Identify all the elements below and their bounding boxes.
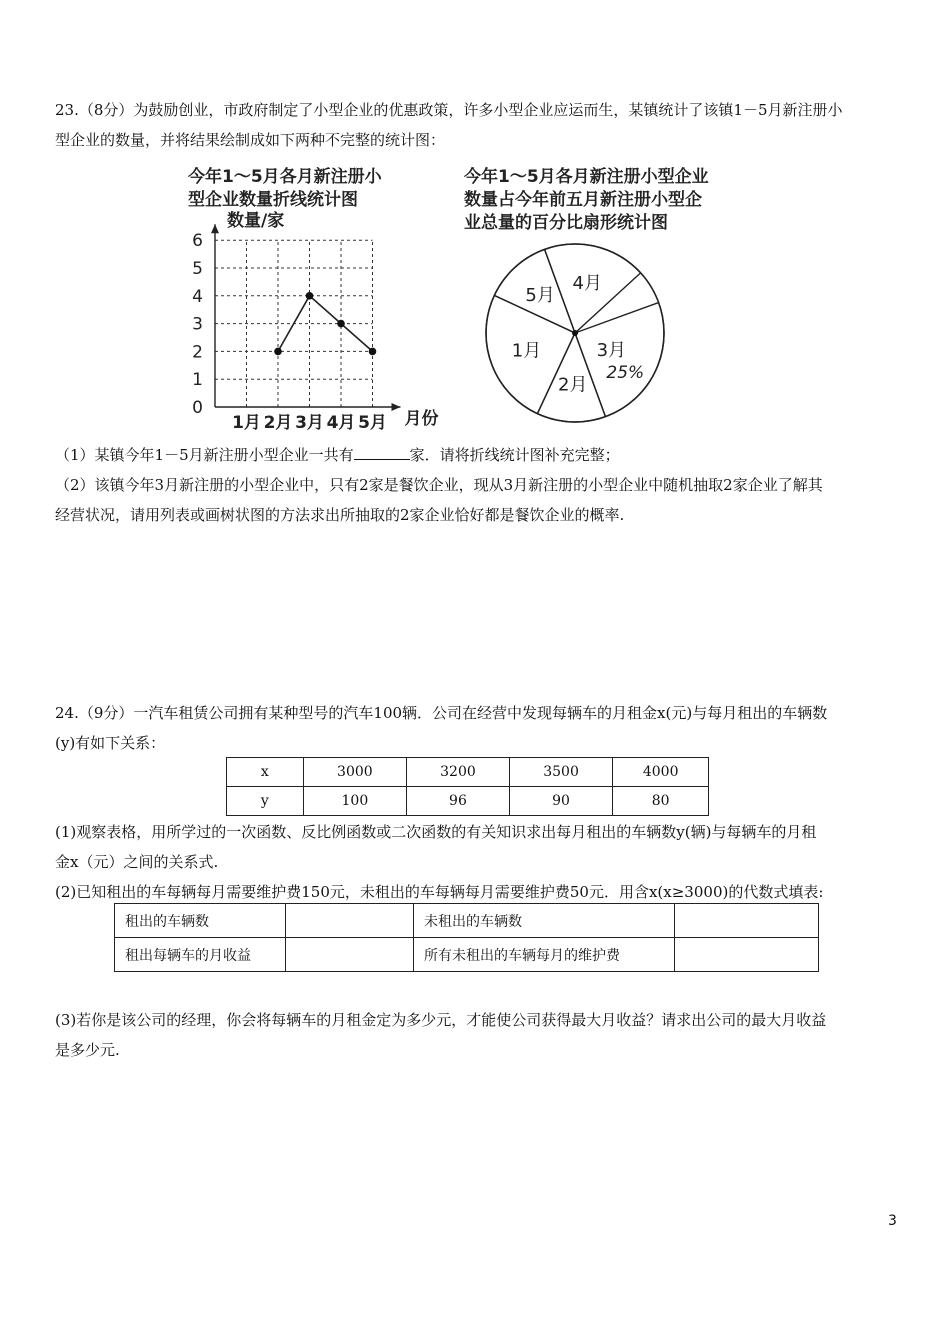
answer-cell[interactable] [286, 938, 414, 972]
table-row [227, 787, 709, 816]
pie-chart-title-line2: 数量占今年前五月新注册小型企 [464, 190, 702, 210]
table-cell: x [227, 758, 304, 787]
pie-chart-title-line3: 业总量的百分比扇形统计图 [464, 213, 668, 233]
q23-intro-line2: 型企业的数量，并将结果绘制成如下两种不完整的统计图： [55, 131, 446, 149]
q24-part1-line2: 金x（元）之间的关系式. [55, 853, 219, 871]
x-tick-label: 2月 [263, 413, 293, 433]
pie-slice-label: 4月 [572, 272, 602, 294]
pie-slice-percent: 25% [606, 362, 645, 383]
question-24-parts [55, 817, 900, 907]
q24-part1-line1: (1)观察表格，用所学过的一次函数、反比例函数或二次函数的有关知识求出每月租出的车辆数y(辆)与每辆车的月租 [55, 823, 817, 841]
q23-part1-b: 家．请将折线统计图补充完整； [409, 446, 620, 464]
pie-slice-label: 3月 [596, 339, 627, 361]
q23-intro-line1: 23.（8分）为鼓励创业，市政府制定了小型企业的优惠政策，许多小型企业应运而生，某镇统计了该镇1－5月新注册小 [55, 101, 843, 119]
question-23-intro [55, 95, 900, 155]
data-point [337, 320, 345, 328]
pie-chart-title [464, 166, 709, 235]
pie-slice-label: 2月 [558, 374, 588, 396]
q23-part2-line1: （2）该镇今年3月新注册的小型企业中，只有2家是餐饮企业，现从3月新注册的小型企业中随机抽取2家企业了解其 [55, 476, 823, 494]
table-cell: 96 [407, 787, 510, 816]
x-tick-label: 5月 [358, 413, 387, 433]
table-row [115, 938, 819, 972]
y-axis-label: 数量/家 [227, 211, 285, 232]
q24-part3-line1: (3)若你是该公司的经理，你会将每辆车的月租金定为多少元，才能使公司获得最大月收益？请求出公司的最大月收益 [55, 1011, 827, 1029]
table-cell: 租出的车辆数 [115, 904, 286, 938]
y-axis-arrow-icon [211, 224, 219, 233]
table-cell: 90 [509, 787, 613, 816]
q23-part2-line2: 经营状况，请用列表或画树状图的方法求出所抽取的2家企业恰好都是餐饮企业的概率. [55, 506, 625, 524]
table-cell: 租出每辆车的月收益 [115, 938, 286, 972]
table-cell: 4000 [613, 758, 709, 787]
pie-slice-label: 1月 [511, 340, 542, 362]
line-chart [180, 210, 450, 435]
x-axis-arrow-icon [392, 403, 401, 411]
line-chart-title-line2: 型企业数量折线统计图 [188, 190, 358, 210]
y-tick-label: 3 [192, 314, 203, 335]
table-cell: 3000 [303, 758, 407, 787]
table-row [115, 904, 819, 938]
pie-chart [475, 234, 675, 434]
data-point [369, 348, 377, 356]
y-tick-label: 6 [192, 231, 203, 252]
question-24-part3 [55, 1005, 900, 1065]
x-tick-label: 1月 [232, 413, 261, 433]
line-chart-title [188, 166, 382, 212]
y-tick-label: 0 [192, 398, 203, 418]
x-axis-label: 月份 [404, 409, 439, 429]
pie-chart-title-line1: 今年1～5月各月新注册小型企业 [464, 167, 709, 187]
pie-center [572, 330, 578, 336]
pie-slice-label: 5月 [525, 284, 555, 306]
q24-intro-line1: 24.（9分）一汽车租赁公司拥有某种型号的汽车100辆．公司在经营中发现每辆车的月租金x(元)与每月租出的车辆数 [55, 704, 828, 722]
q24-part3-line2: 是多少元. [55, 1041, 120, 1059]
table-cell: 3500 [509, 758, 613, 787]
table-cell: 100 [303, 787, 407, 816]
table-cell: y [227, 787, 304, 816]
answer-cell[interactable] [675, 938, 819, 972]
data-point [274, 348, 282, 356]
question-24-intro [55, 698, 900, 758]
table-row [227, 758, 709, 787]
y-tick-label: 5 [192, 259, 203, 279]
q24-table1 [226, 757, 709, 816]
table-cell: 未租出的车辆数 [414, 904, 675, 938]
table-cell: 3200 [407, 758, 510, 787]
x-tick-label: 3月 [295, 413, 324, 433]
answer-blank[interactable] [354, 445, 410, 460]
page-number: 3 [888, 1213, 897, 1229]
question-23-parts [55, 440, 900, 530]
y-tick-label: 4 [192, 286, 203, 307]
x-tick-label: 4月 [326, 413, 356, 433]
data-point [306, 292, 314, 300]
q23-part1 [55, 440, 900, 470]
y-tick-label: 2 [192, 342, 203, 363]
y-tick-label: 1 [192, 370, 203, 391]
q24-intro-line2: (y)有如下关系： [55, 734, 166, 752]
q24-part2: (2)已知租出的车每辆每月需要维护费150元，未租出的车每辆每月需要维护费50元．用含x(x≥3000)的代数式填表: [55, 883, 824, 901]
table-cell: 所有未租出的车辆每月的维护费 [414, 938, 675, 972]
answer-cell[interactable] [675, 904, 819, 938]
table-cell: 80 [613, 787, 709, 816]
answer-cell[interactable] [286, 904, 414, 938]
q24-table2 [114, 903, 819, 972]
line-chart-title-line1: 今年1～5月各月新注册小 [188, 167, 382, 187]
q23-part1-a: （1）某镇今年1－5月新注册小型企业一共有 [55, 446, 354, 464]
